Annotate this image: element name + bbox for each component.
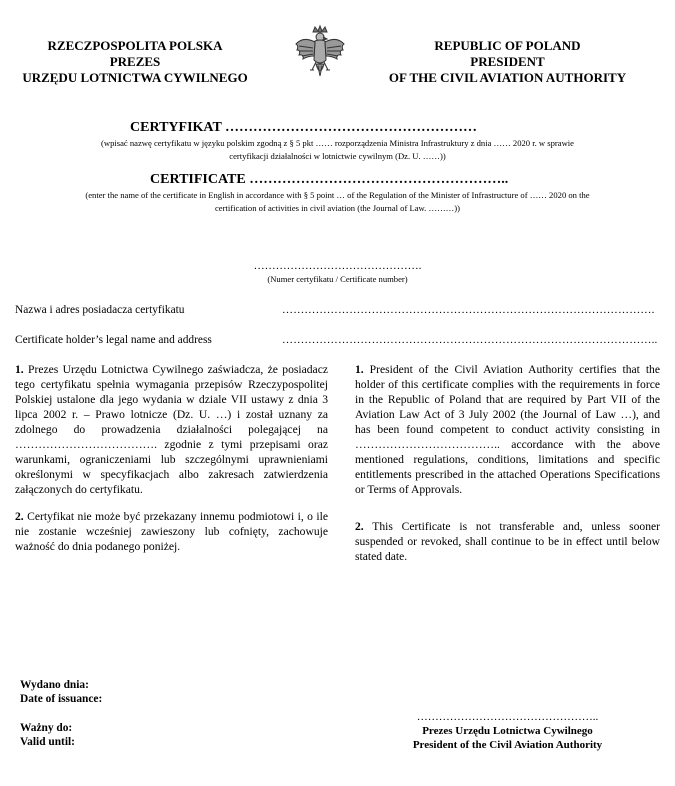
holder-field-en: ……………………………………………………………………………………….. bbox=[282, 334, 658, 346]
issued-label-pl: Wydano dnia: bbox=[20, 679, 89, 691]
body-english-column bbox=[355, 362, 660, 576]
certificate-note-line-2: certification of activities in civil aviation (the Journal of Law. ………)) bbox=[214, 203, 460, 213]
holder-field-pl: ………………………………………………………………………………………. bbox=[282, 304, 655, 316]
header-left bbox=[10, 38, 260, 86]
header-right-line-2: PRESIDENT bbox=[470, 54, 545, 69]
issued-block bbox=[20, 678, 102, 706]
polish-paragraph-2 bbox=[15, 509, 328, 554]
header-right-line-3: OF THE CIVIL AVIATION AUTHORITY bbox=[388, 70, 627, 85]
certyfikat-note bbox=[40, 137, 635, 163]
polish-paragraph-1-number: 1. bbox=[15, 363, 24, 376]
header-left-line-1: RZECZPOSPOLITA POLSKA bbox=[47, 38, 223, 53]
header-left-line-2: PREZES bbox=[109, 54, 161, 69]
header-left-line-3: URZĘDU LOTNICTWA CYWILNEGO bbox=[22, 70, 248, 85]
valid-label-pl: Ważny do: bbox=[20, 722, 73, 734]
english-paragraph-2 bbox=[355, 519, 660, 564]
certificate-number-label: (Numer certyfikatu / Certificate number) bbox=[267, 274, 408, 284]
certificate-note bbox=[20, 189, 655, 215]
certyfikat-title: CERTYFIKAT ……………………………………………… bbox=[130, 120, 478, 135]
body-polish-column bbox=[15, 362, 328, 566]
polish-eagle-emblem-icon bbox=[293, 24, 347, 82]
english-paragraph-1-text: President of the Civil Aviation Authority certifies that the holder of this certificate complies with the requirements in force in the Republic of Poland that are required by Part VII of the Aviation Law Act of 3 July 2002 (the Journal of Law …), and has been found competent to conduct activity consisting in ……………………………….. accordance with the above mentioned regulations, conditions, limitations and specific entitlements prescribed in the attached Operations Specifications or Terms of Approvals. bbox=[355, 363, 660, 496]
certyfikat-note-line-2: certyfikacji działalności w lotnictwie cywilnym (Dz. U. ……)) bbox=[229, 151, 446, 161]
valid-label-en: Valid until: bbox=[20, 736, 75, 748]
english-paragraph-1-number: 1. bbox=[355, 363, 364, 376]
english-paragraph-2-text: This Certificate is not transferable and, unless sooner suspended or revoked, shall continue to be in effect until below stated date. bbox=[355, 520, 660, 563]
certificate-title: CERTIFICATE ……………………………………………….. bbox=[150, 172, 509, 187]
signature-title-pl: Prezes Urzędu Lotnictwa Cywilnego bbox=[422, 725, 593, 737]
certificate-number bbox=[200, 260, 475, 286]
certificate-note-line-1: (enter the name of the certificate in English in accordance with § 5 point … of the Regulation of the Minister of Infrastructure of …… 2020 on the bbox=[85, 190, 590, 200]
holder-label-pl: Nazwa i adres posiadacza certyfikatu bbox=[15, 304, 185, 316]
header-right-line-1: REPUBLIC OF POLAND bbox=[434, 38, 581, 53]
polish-paragraph-1 bbox=[15, 362, 328, 497]
polish-paragraph-2-number: 2. bbox=[15, 510, 24, 523]
issued-label-en: Date of issuance: bbox=[20, 693, 103, 705]
english-paragraph-1 bbox=[355, 362, 660, 497]
holder-label-en: Certificate holder’s legal name and address bbox=[15, 334, 212, 346]
certificate-number-dots: ………………………………………. bbox=[253, 260, 422, 272]
certyfikat-note-line-1: (wpisać nazwę certyfikatu w języku polskim zgodną z § 5 pkt …… rozporządzenia Ministra Infrastruktury z dnia …… 2020 r. w sprawie bbox=[101, 138, 574, 148]
polish-paragraph-2-text: Certyfikat nie może być przekazany innemu podmiotowi i, o ile nie zostanie wcześniej zawieszony lub cofnięty, zachowuje ważność do dnia podanego poniżej. bbox=[15, 510, 328, 553]
valid-block bbox=[20, 721, 75, 749]
signature-block bbox=[370, 710, 645, 752]
polish-paragraph-1-text: Prezes Urzędu Lotnictwa Cywilnego zaświadcza, że posiadacz tego certyfikatu spełnia wymagania przepisów Rzeczypospolitej Polskiej ustalone dla jego wydania w dziale VII ustawy z dnia 3 lipca 2002 r. – Prawo lotnicze (Dz. U. …) i został uznany za zdolnego do prowadzenia działalności polegającej na ………………………………. zgodnie z tymi przepisami oraz warunkami, ograniczeniami lub szczególnymi uprawnieniami określonymi w specyfikacjach albo zakresach zatwierdzenia załączonych do certyfikatu. bbox=[15, 363, 328, 496]
signature-title-en: President of the Civil Aviation Authority bbox=[412, 739, 603, 751]
header-right bbox=[365, 38, 650, 86]
signature-line: ………………………………………….. bbox=[416, 711, 599, 723]
english-paragraph-2-number: 2. bbox=[355, 520, 364, 533]
